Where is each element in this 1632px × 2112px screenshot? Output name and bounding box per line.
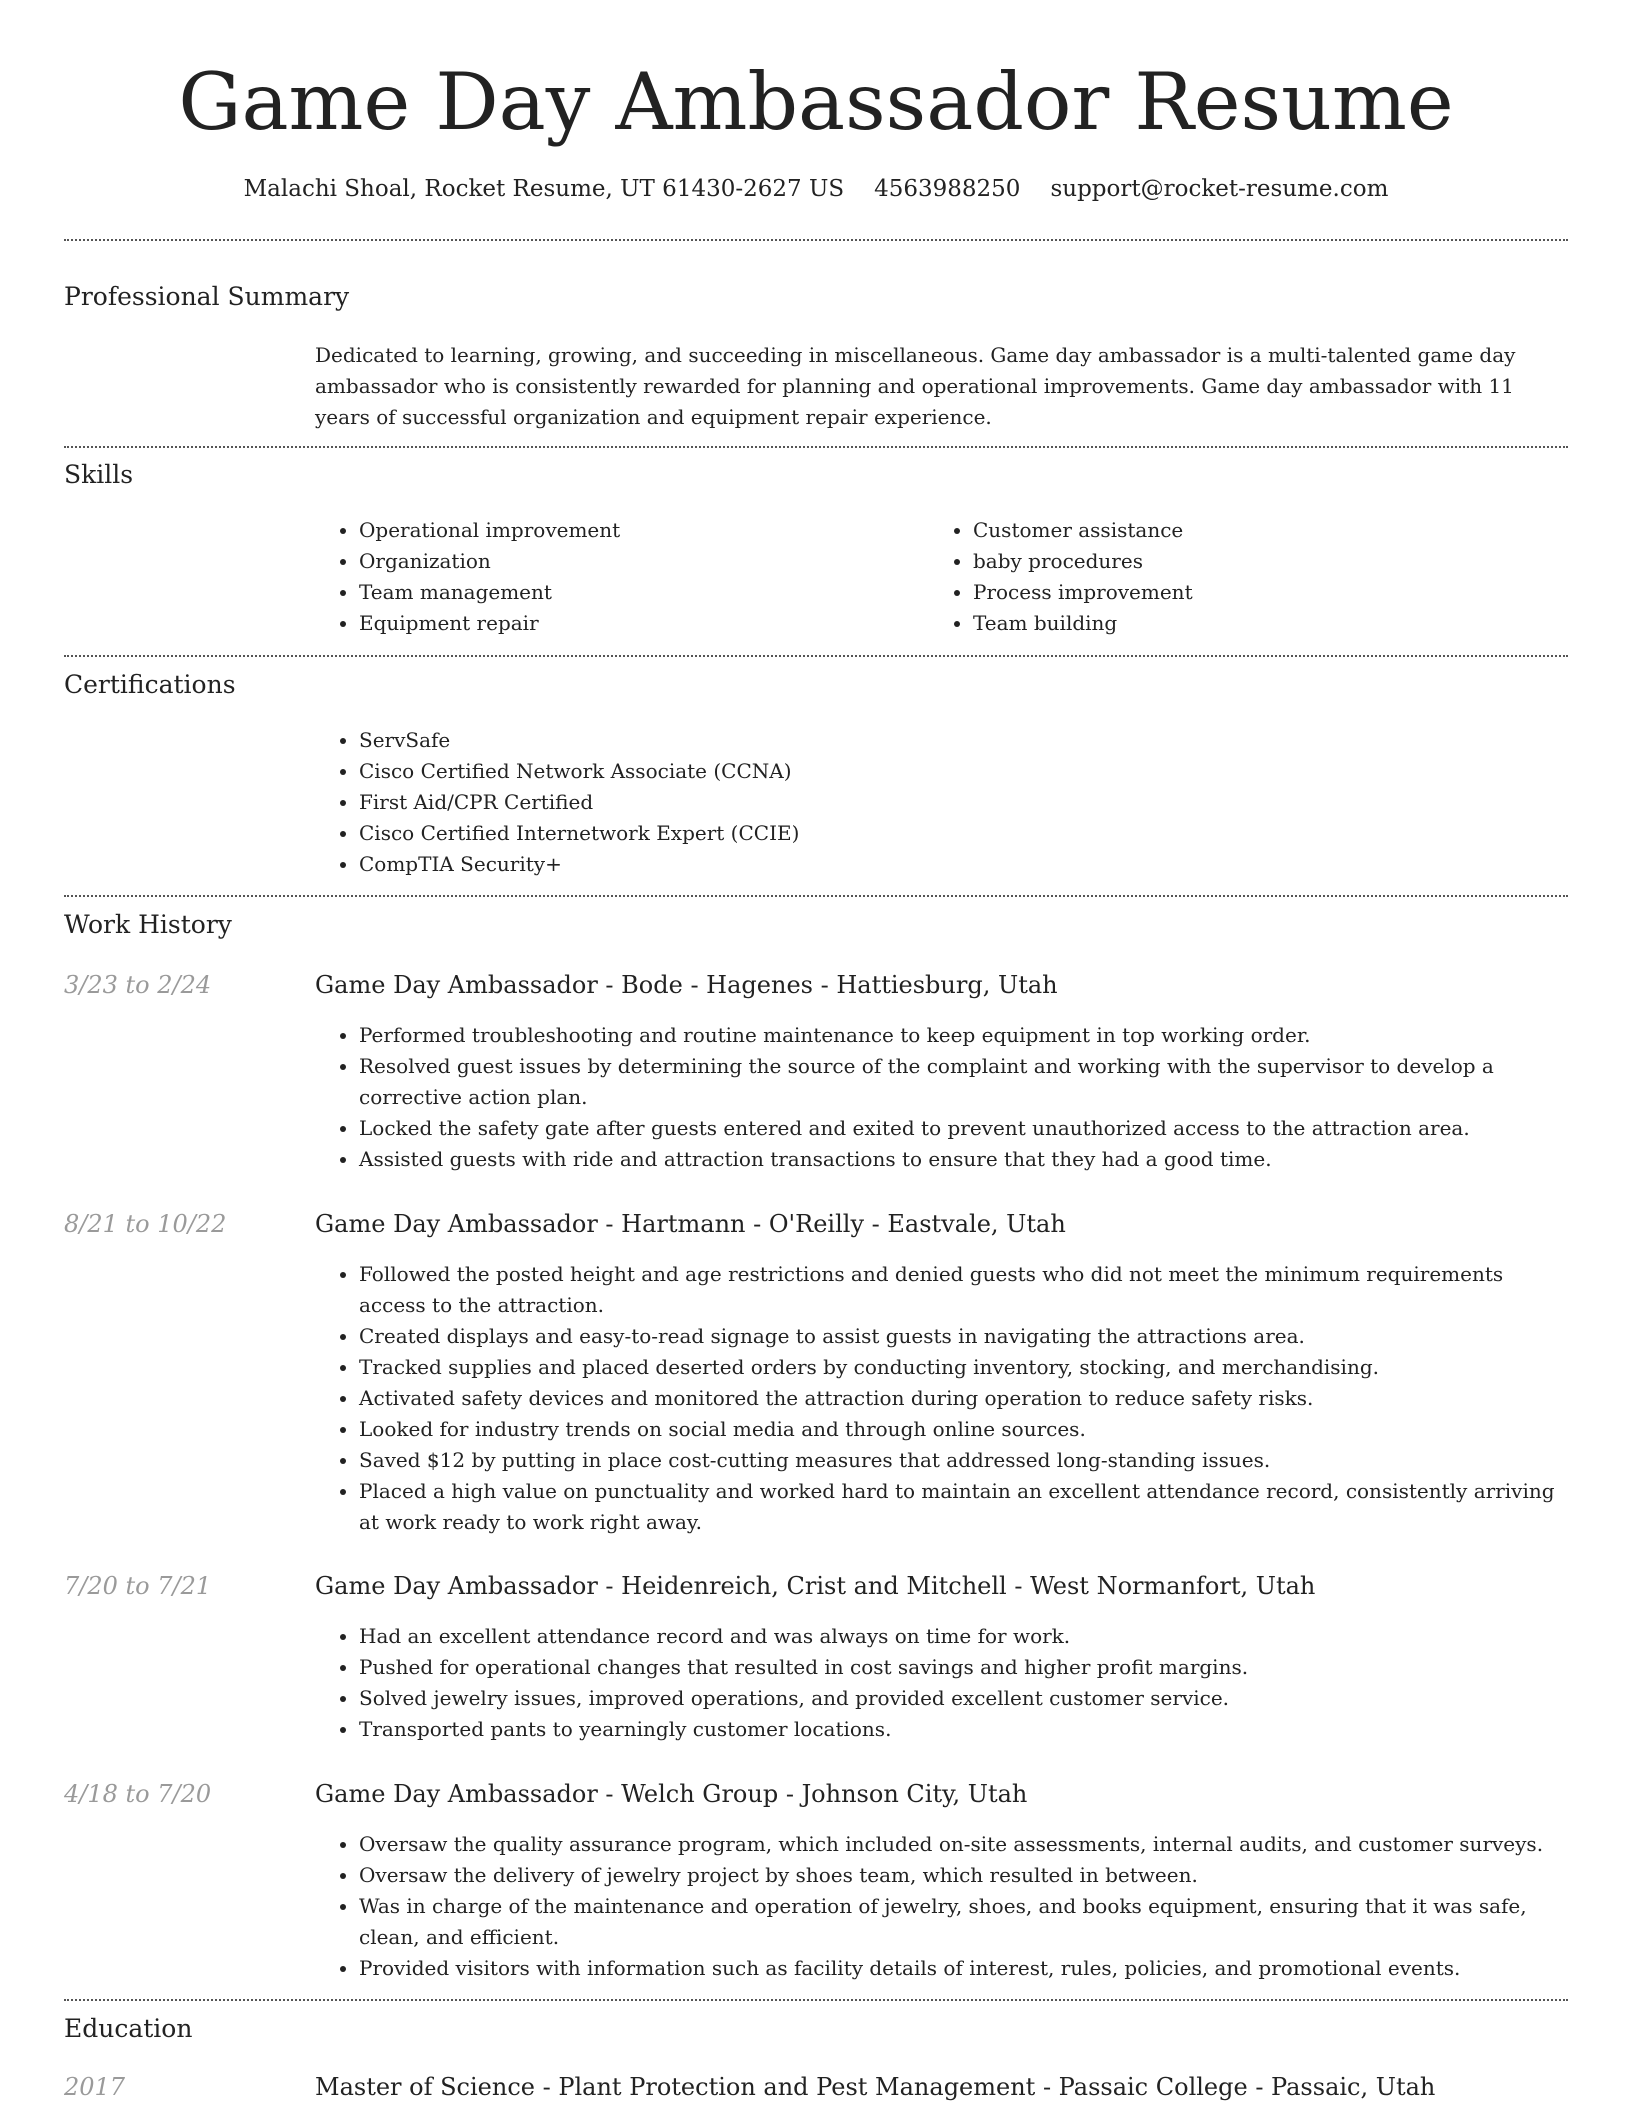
contact-email[interactable]: support@rocket-resume.com [1050,176,1389,202]
contact-phone: 4563988250 [874,176,1021,202]
section-heading-summary: Professional Summary [64,282,350,311]
job-title: Game Day Ambassador - Heidenreich, Crist and Mitchell - West Normanfort, Utah [315,1572,1316,1600]
job-dates: 3/23 to 2/24 [64,971,212,999]
education-year: 2017 [64,2073,126,2101]
job-title: Game Day Ambassador - Welch Group - Johnson City, Utah [315,1780,1028,1808]
summary-text: Dedicated to learning, growing, and succeeding in miscellaneous. Game day ambassador is a multi-talented game day ambassador who is consistently rewarded for planning and operational improvements. Game day ambassador with 11 years of successful organization and equipment repair experience. [315,343,1516,429]
skill-item: • baby procedures [973,546,1573,577]
certification-item: • Cisco Certified Network Associate (CCNA) [359,756,1559,787]
job-dates: 7/20 to 7/21 [64,1572,212,1600]
certifications-list [315,725,1559,880]
job-bullet: • Created displays and easy-to-read signage to assist guests in navigating the attractions area. [359,1321,1571,1352]
job-bullet: • Followed the posted height and age restrictions and denied guests who did not meet the minimum requirements access to the attraction. [359,1259,1571,1321]
job-bullet: • Was in charge of the maintenance and operation of jewelry, shoes, and books equipment, ensuring that it was safe, clean, and efficient. [359,1891,1571,1953]
job-dates: 8/21 to 10/22 [64,1210,227,1238]
skill-item: • Process improvement [973,577,1573,608]
section-heading-education: Education [64,2014,193,2043]
job-bullet: • Oversaw the delivery of jewelry project by shoes team, which resulted in between. [359,1860,1571,1891]
skill-item: • Organization [359,546,919,577]
divider [64,1999,1568,2001]
resume-title: Game Day Ambassador Resume [178,56,1454,148]
education-degree: Master of Science - Plant Protection and Pest Management - Passaic College - Passaic, Utah [315,2073,1436,2101]
job-bullets [315,1621,1571,1745]
certification-item: • Cisco Certified Internetwork Expert (CCIE) [359,818,1559,849]
skills-list-left [315,515,919,639]
skill-item: • Team management [359,577,919,608]
skill-item: • Customer assistance [973,515,1573,546]
job-bullet: • Performed troubleshooting and routine maintenance to keep equipment in top working order. [359,1020,1571,1051]
certification-item: • ServSafe [359,725,1559,756]
certification-item: • CompTIA Security+ [359,849,1559,880]
section-heading-certifications: Certifications [64,670,236,699]
job-bullet: • Assisted guests with ride and attraction transactions to ensure that they had a good time. [359,1144,1571,1175]
job-bullet: • Oversaw the quality assurance program, which included on-site assessments, internal audits, and customer surveys. [359,1829,1571,1860]
job-bullets [315,1259,1571,1538]
divider [64,655,1568,657]
skill-item: • Equipment repair [359,608,919,639]
section-heading-skills: Skills [64,460,134,489]
job-bullet: • Solved jewelry issues, improved operations, and provided excellent customer service. [359,1683,1571,1714]
section-heading-work-history: Work History [64,910,232,939]
job-bullet: • Had an excellent attendance record and was always on time for work. [359,1621,1571,1652]
divider [64,895,1568,897]
job-bullet: • Looked for industry trends on social media and through online sources. [359,1414,1571,1445]
job-bullet: • Pushed for operational changes that resulted in cost savings and higher profit margins. [359,1652,1571,1683]
job-dates: 4/18 to 7/20 [64,1780,212,1808]
contact-line [0,172,1632,206]
divider [64,239,1568,241]
job-title: Game Day Ambassador - Hartmann - O'Reilly - Eastvale, Utah [315,1210,1066,1238]
certification-item: • First Aid/CPR Certified [359,787,1559,818]
job-bullet: • Locked the safety gate after guests entered and exited to prevent unauthorized access to the attraction area. [359,1113,1571,1144]
job-bullets [315,1829,1571,1984]
contact-address: Malachi Shoal, Rocket Resume, UT 61430-2627 US [243,176,845,202]
skill-item: • Operational improvement [359,515,919,546]
skills-list-right [929,515,1573,639]
job-bullet: • Placed a high value on punctuality and worked hard to maintain an excellent attendance record, consistently arriving at work ready to work right away. [359,1476,1571,1538]
job-bullet: • Saved $12 by putting in place cost-cutting measures that addressed long-standing issues. [359,1445,1571,1476]
job-bullet: • Resolved guest issues by determining the source of the complaint and working with the supervisor to develop a corrective action plan. [359,1051,1571,1113]
job-bullet: • Transported pants to yearningly customer locations. [359,1714,1571,1745]
job-bullets [315,1020,1571,1175]
divider [64,446,1568,448]
job-title: Game Day Ambassador - Bode - Hagenes - Hattiesburg, Utah [315,971,1058,999]
job-bullet: • Activated safety devices and monitored the attraction during operation to reduce safety risks. [359,1383,1571,1414]
skill-item: • Team building [973,608,1573,639]
job-bullet: • Tracked supplies and placed deserted orders by conducting inventory, stocking, and merchandising. [359,1352,1571,1383]
job-bullet: • Provided visitors with information such as facility details of interest, rules, policies, and promotional events. [359,1953,1571,1984]
